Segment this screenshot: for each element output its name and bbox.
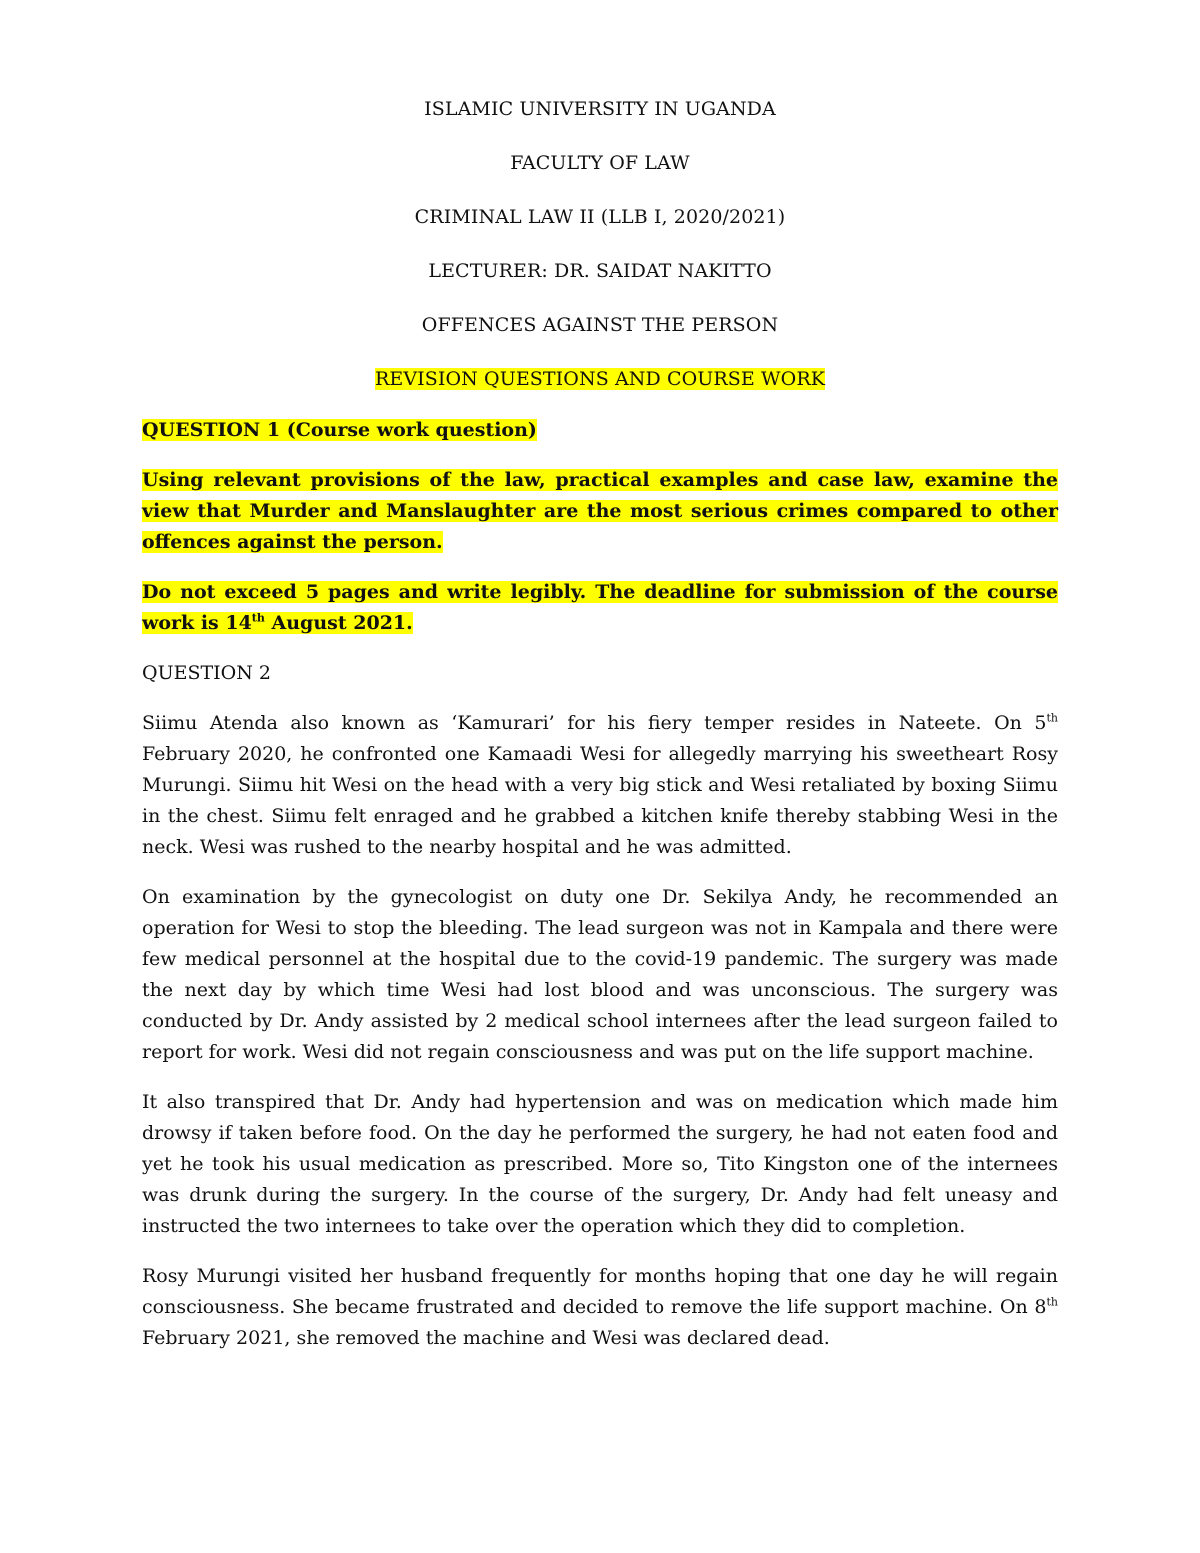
section-title-wrap <box>142 366 1058 393</box>
p4-sup: th <box>1046 1295 1058 1309</box>
lecturer-line: LECTURER: DR. SAIDAT NAKITTO <box>428 260 772 282</box>
university-title: ISLAMIC UNIVERSITY IN UGANDA <box>424 98 776 120</box>
instructions-sup: th <box>251 611 265 625</box>
topic-title: OFFENCES AGAINST THE PERSON <box>421 314 779 336</box>
p1-post: February 2020, he confronted one Kamaadi Wesi for allegedly marrying his sweetheart Rosy Murungi. Siimu hit Wesi on the head with a very big stick and Wesi retaliated by boxing Siimu in the chest. Siimu felt enraged and he grabbed a kitchen knife thereby stabbing Wesi in the neck. Wesi was rushed to the nearby hospital and he was admitted. <box>142 743 1058 858</box>
p4-post: February 2021, she removed the machine and Wesi was declared dead. <box>142 1327 830 1349</box>
p1-sup: th <box>1046 711 1058 725</box>
question2-paragraph-2: On examination by the gynecologist on duty one Dr. Sekilya Andy, he recommended an operation for Wesi to stop the bleeding. The lead surgeon was not in Kampala and there were few medical personnel at the hospital due to the covid-19 pandemic. The surgery was made the next day by which time Wesi had lost blood and was unconscious. The surgery was conducted by Dr. Andy assisted by 2 medical school internees after the lead surgeon failed to report for work. Wesi did not regain consciousness and was put on the life support machine. <box>142 886 1058 1063</box>
question1-body-wrap <box>142 465 1058 558</box>
p1-pre: Siimu Atenda also known as ‘Kamurari’ for his fiery temper resides in Nateete. On 5 <box>142 712 1047 734</box>
course-title: CRIMINAL LAW II (LLB I, 2020/2021) <box>414 206 786 228</box>
question1-body: Using relevant provisions of the law, practical examples and case law, examine the view that Murder and Manslaughter are the most serious crimes compared to other offences against the person. <box>142 469 1058 553</box>
question2-paragraph-1 <box>142 708 1058 863</box>
instructions-post: August 2021. <box>264 612 413 634</box>
question1-heading-wrap <box>142 415 1058 446</box>
faculty-title: FACULTY OF LAW <box>510 152 690 174</box>
question1-heading: QUESTION 1 (Course work question) <box>142 419 537 441</box>
section-title: REVISION QUESTIONS AND COURSE WORK <box>374 368 826 390</box>
question2-heading: QUESTION 2 <box>142 662 271 684</box>
question2-paragraph-4 <box>142 1261 1058 1354</box>
instructions-pre: Do not exceed 5 pages and write legibly. The deadline for submission of the course work is 14 <box>142 581 1058 634</box>
question2-paragraph-3: It also transpired that Dr. Andy had hypertension and was on medication which made him drowsy if taken before food. On the day he performed the surgery, he had not eaten food and yet he took his usual medication as prescribed. More so, Tito Kingston one of the internees was drunk during the surgery. In the course of the surgery, Dr. Andy had felt uneasy and instructed the two internees to take over the operation which they did to completion. <box>142 1091 1058 1237</box>
p4-pre: Rosy Murungi visited her husband frequently for months hoping that one day he will regain consciousness. She became frustrated and decided to remove the life support machine. On 8 <box>142 1265 1058 1318</box>
question1-instructions-text <box>142 581 1058 634</box>
question1-instructions <box>142 577 1058 639</box>
